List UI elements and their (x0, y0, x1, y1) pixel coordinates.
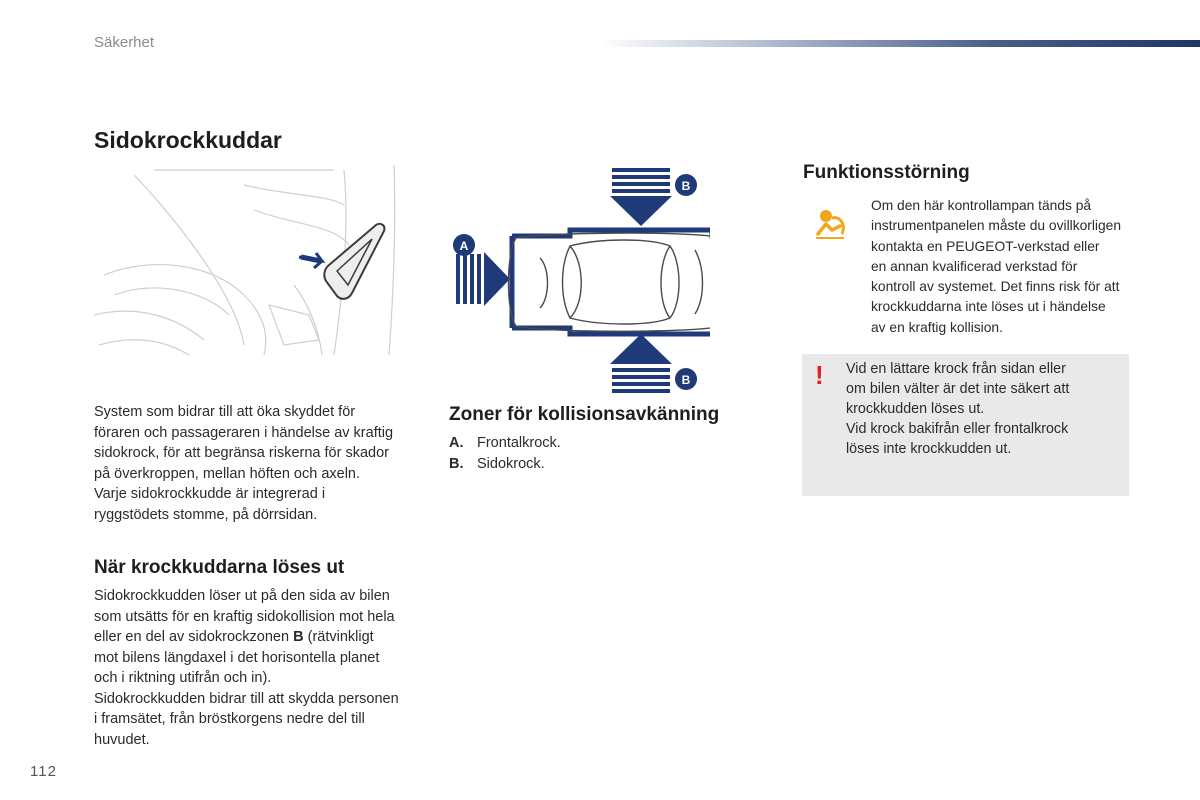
deploy-line: som utsätts för en kraftig sidokollision mot hela (94, 608, 395, 625)
deploy-line: i framsätet, från bröstkorgens nedre del till (94, 711, 365, 727)
list-item (449, 454, 561, 475)
seat-airbag-illustration (94, 165, 404, 355)
intro-line: föraren och passageraren i händelse av kraftig (94, 424, 394, 441)
section-header: Säkerhet (94, 34, 155, 51)
zone-a-badge (453, 234, 475, 256)
airbag-warning-lamp-icon (814, 208, 848, 240)
warning-line: om bilen välter är det inte säkert att (846, 381, 1070, 397)
page-title: Sidokrockkuddar (94, 127, 282, 153)
malfunction-line: instrumentpanelen måste du ovillkorligen (871, 218, 1122, 234)
intro-line: System som bidrar till att öka skyddet för (94, 404, 356, 420)
malfunction-paragraph (871, 196, 1141, 338)
front-zone-arrow (456, 252, 510, 306)
zone-a-label: A (459, 239, 469, 253)
zone-b-bottom-badge (675, 368, 697, 390)
malfunction-line: av en kraftig kollision. (871, 319, 1003, 335)
malfunction-line: en annan kvalificerad verkstad för (871, 258, 1078, 274)
deploy-line: huvudet. (94, 731, 150, 748)
warning-exclamation-icon: ! (815, 360, 824, 390)
deploy-heading: När krockkuddarna löses ut (94, 557, 345, 578)
header-gradient-bar (600, 40, 1200, 47)
side-zone-bottom-arrow (610, 334, 672, 393)
warning-line: Vid krock bakifrån eller frontalkrock (846, 421, 1069, 437)
warning-paragraph (846, 359, 1121, 459)
zones-heading: Zoner för kollisionsavkänning (449, 404, 720, 425)
malfunction-heading: Funktionsstörning (803, 162, 970, 183)
deploy-paragraph (94, 586, 424, 750)
side-zone-top-arrow (610, 168, 672, 226)
malfunction-line: kontakta en PEUGEOT-verkstad eller (871, 238, 1100, 254)
deploy-line: Sidokrockkudden löser ut på den sida av bilen (94, 588, 390, 604)
zone-b-ref: B (293, 629, 304, 645)
list-item-key: A. (449, 435, 464, 451)
zone-b-top-label: B (681, 179, 691, 193)
list-item-text: Frontalkrock. (477, 435, 561, 451)
warning-line: Vid en lättare krock från sidan eller (846, 361, 1066, 377)
malfunction-line: kontroll av systemet. Det finns risk för att (871, 279, 1120, 295)
intro-paragraph (94, 402, 424, 525)
deploy-line: mot bilens längdaxel i det horisontella planet (94, 649, 380, 666)
malfunction-line: krockkuddarna inte löses ut i händelse (871, 299, 1106, 315)
intro-line: sidokrock, för att begränsa riskerna för skador (94, 445, 389, 461)
page-number: 112 (30, 763, 57, 780)
warning-line: krockkudden löses ut. (846, 401, 985, 417)
malfunction-line: Om den här kontrollampan tänds på (871, 198, 1092, 213)
collision-zone-diagram (450, 168, 710, 396)
list-item-key: B. (449, 456, 464, 472)
zones-list (449, 433, 561, 475)
list-item (449, 433, 561, 454)
zone-b-bottom-label: B (681, 373, 691, 387)
deploy-line: Sidokrockkudden bidrar till att skydda personen (94, 690, 399, 707)
zone-b-top-badge (675, 174, 697, 196)
intro-line: på överkroppen, mellan höften och axeln. (94, 465, 361, 482)
intro-line: ryggstödets stomme, på dörrsidan. (94, 506, 318, 523)
deploy-line: och i riktning utifrån och in). (94, 670, 272, 686)
deploy-line: eller en del av sidokrockzonen B (rätvinkligt (94, 629, 374, 645)
list-item-text: Sidokrock. (477, 456, 545, 472)
intro-line: Varje sidokrockkudde är integrerad i (94, 486, 326, 502)
warning-line: löses inte krockkudden ut. (846, 441, 1012, 457)
